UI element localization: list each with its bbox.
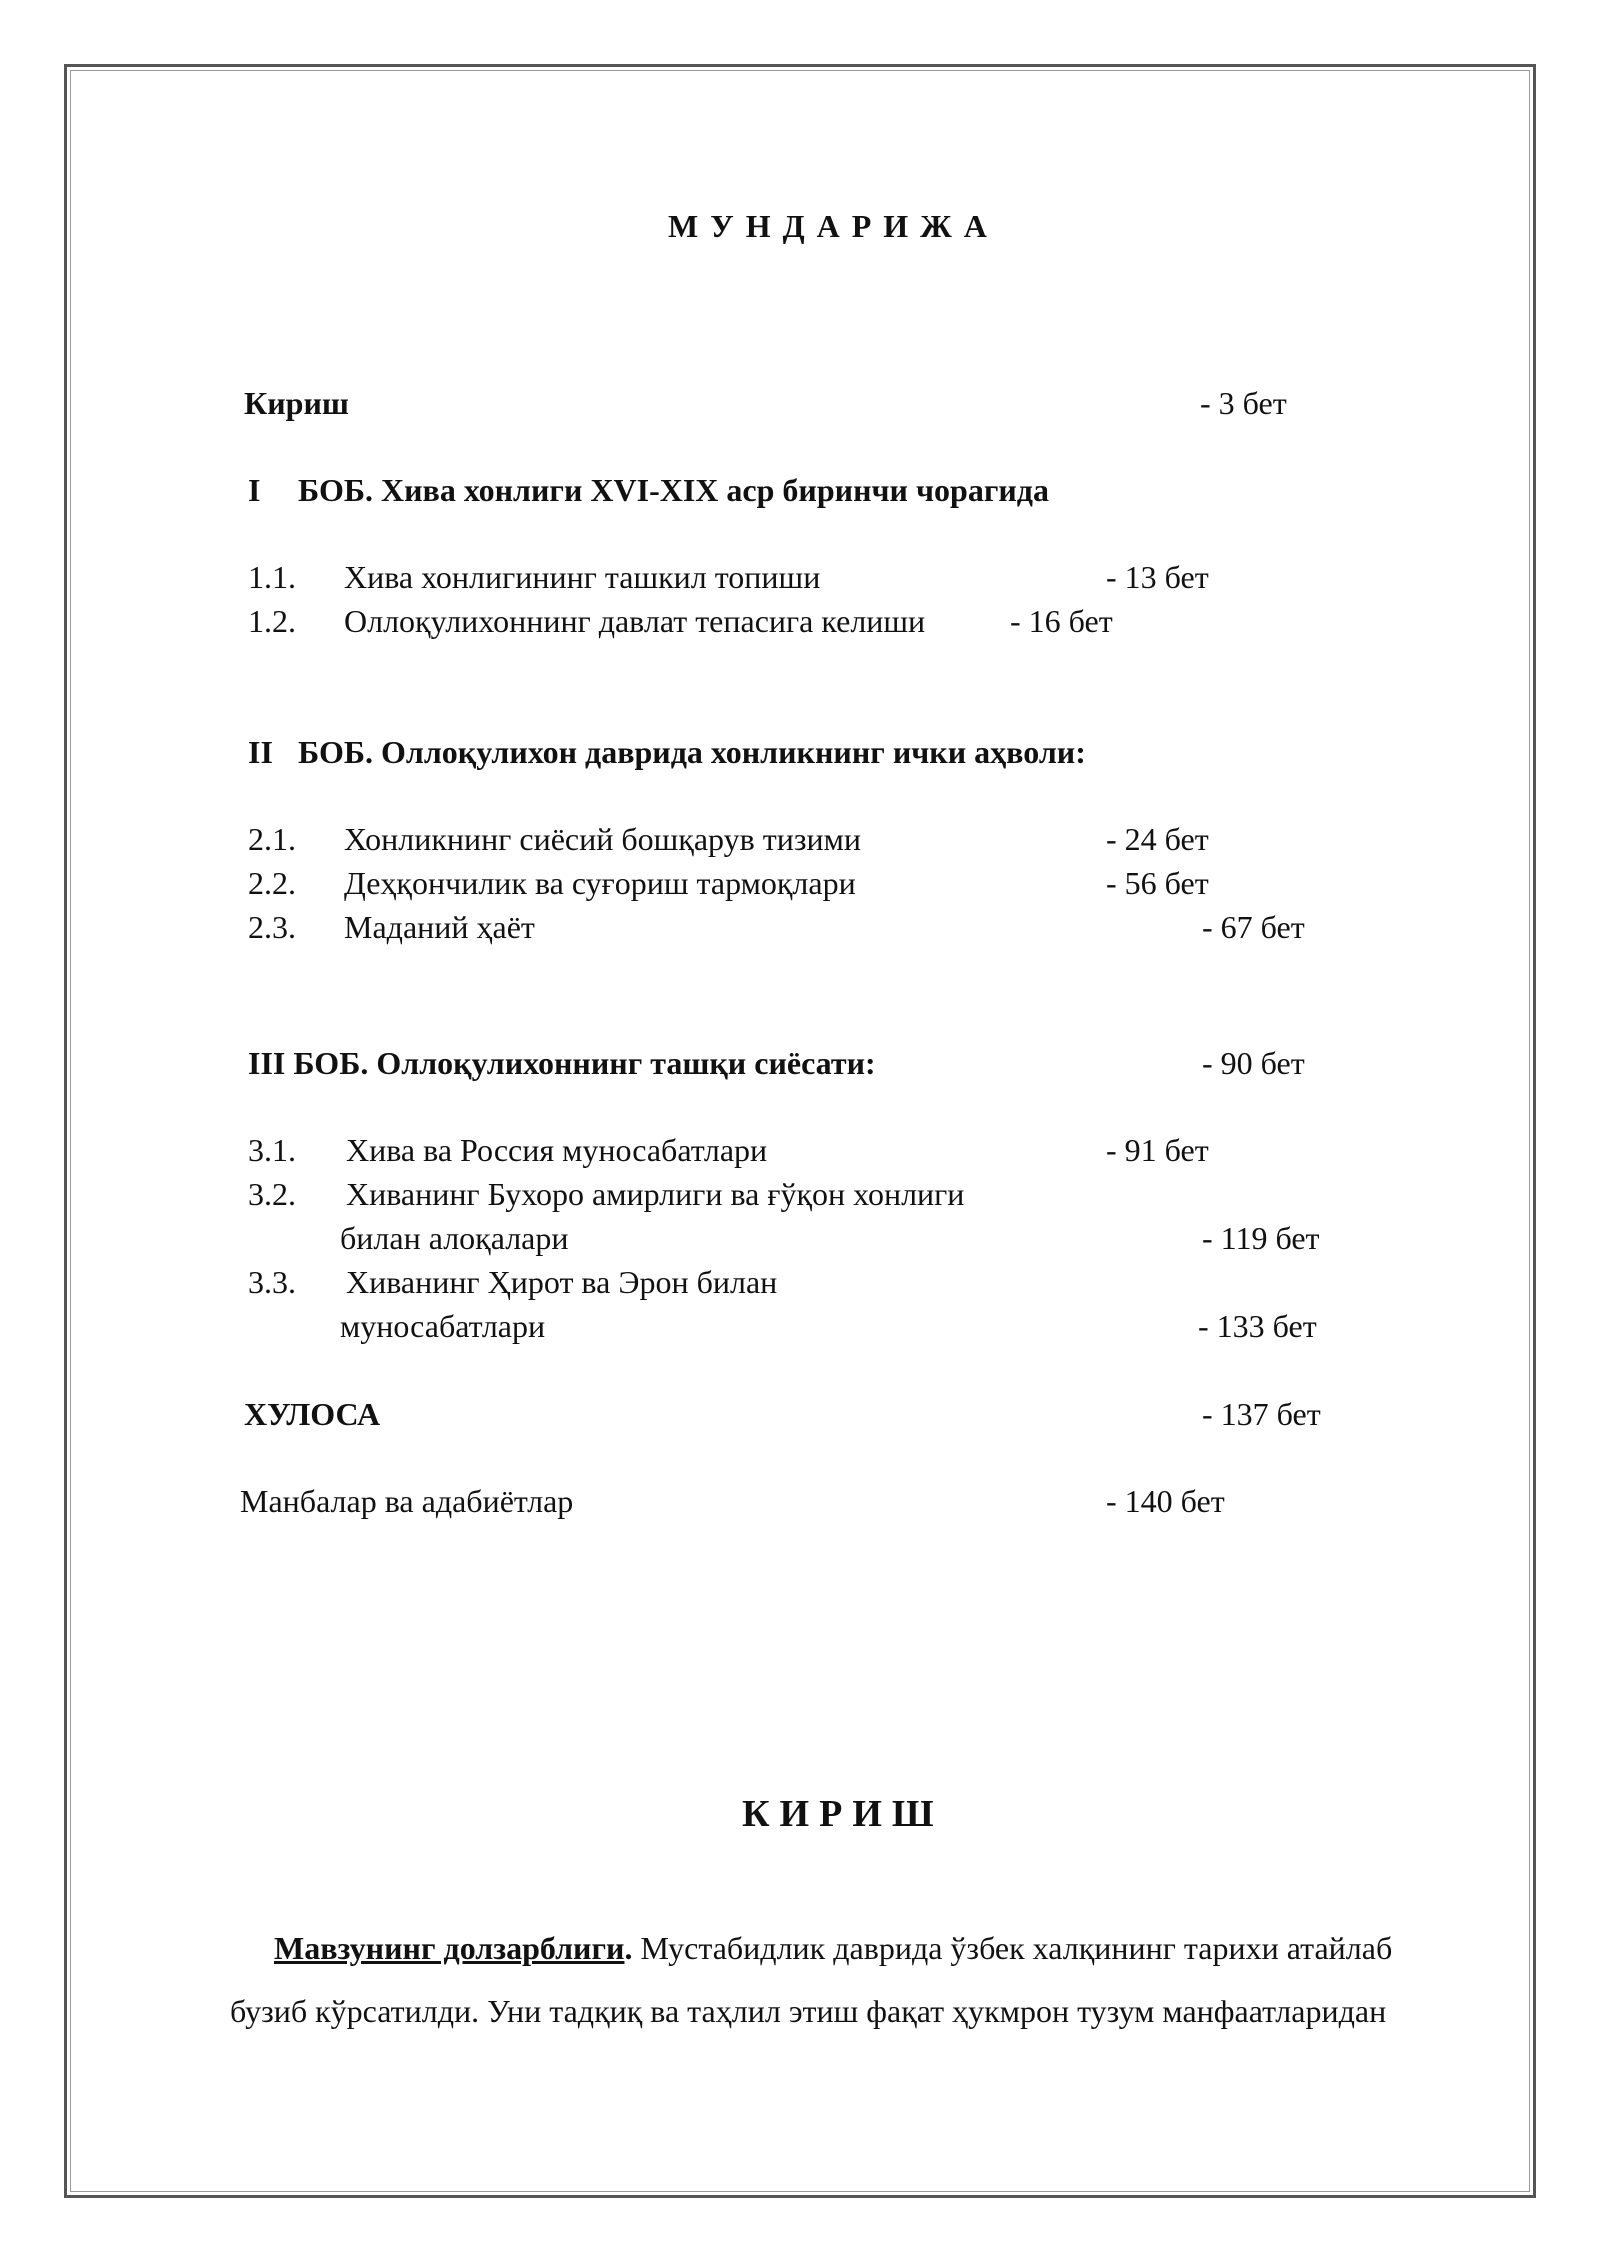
- intro-lead-phrase: Мавзунинг долзарблиги: [274, 1930, 625, 1966]
- intro-section-title: КИРИШ: [742, 1793, 944, 1835]
- toc-conclusion-label: ХУЛОСА: [244, 1396, 381, 1432]
- toc-item-num: 3.3.: [248, 1264, 296, 1300]
- toc-item-num: 1.1.: [248, 559, 296, 595]
- toc-item-text: Хива хонлигининг ташкил топиши: [344, 559, 821, 595]
- chapter3-page: - 90 бет: [1202, 1045, 1305, 1081]
- toc-item-page: - 16 бет: [1010, 603, 1113, 639]
- toc-item-text: Хонликнинг сиёсий бошқарув тизими: [344, 821, 861, 857]
- toc-title: МУНДАРИЖА: [668, 208, 999, 244]
- toc-intro-page: - 3 бет: [1200, 385, 1287, 421]
- toc-item-page: - 91 бет: [1106, 1132, 1209, 1168]
- toc-item-num: 3.1.: [248, 1132, 296, 1168]
- toc-item-text-cont: муносабатлари: [340, 1308, 546, 1344]
- intro-line1-text: Мустабидлик даврида ўзбек халқининг тарихи атайлаб: [632, 1930, 1393, 1966]
- toc-item-text: Оллоқулихоннинг давлат тепасига келиши: [344, 603, 926, 639]
- toc-item-page: - 56 бет: [1106, 865, 1209, 901]
- toc-conclusion-page: - 137 бет: [1202, 1396, 1321, 1432]
- toc-item-text: Хиванинг Ҳирот ва Эрон билан: [346, 1264, 778, 1300]
- toc-item-text: Деҳқончилик ва суғориш тармоқлари: [344, 865, 856, 901]
- toc-item-num: 1.2.: [248, 603, 296, 639]
- toc-item-text: Маданий ҳаёт: [344, 909, 535, 945]
- chapter2-num: II: [248, 734, 273, 770]
- toc-sources-page: - 140 бет: [1106, 1483, 1225, 1519]
- toc-item-page: - 133 бет: [1198, 1308, 1317, 1344]
- intro-paragraph-line2: бузиб кўрсатилди. Уни тадқиқ ва таҳлил этиш фақат ҳукмрон тузум манфаатларидан: [230, 1993, 1387, 2029]
- toc-item-page: - 119 бет: [1202, 1220, 1320, 1256]
- chapter1-num: I: [248, 472, 261, 508]
- toc-item-num: 3.2.: [248, 1176, 296, 1212]
- toc-item-text-cont: билан алоқалари: [340, 1220, 569, 1256]
- chapter3-title: III БОБ. Оллоқулихоннинг ташқи сиёсати:: [248, 1045, 876, 1081]
- toc-item-text: Хива ва Россия муносабатлари: [346, 1132, 768, 1168]
- toc-intro-label: Кириш: [244, 385, 349, 421]
- toc-item-num: 2.3.: [248, 909, 296, 945]
- intro-lead-dot: .: [624, 1930, 633, 1966]
- toc-sources-label: Манбалар ва адабиётлар: [240, 1483, 574, 1519]
- toc-item-num: 2.2.: [248, 865, 296, 901]
- toc-item-page: - 67 бет: [1202, 909, 1305, 945]
- chapter1-title: БОБ. Хива хонлиги XVI-XIX аср биринчи чорагида: [298, 472, 1049, 508]
- intro-paragraph-line1: [274, 1930, 1392, 1967]
- toc-item-text: Хиванинг Бухоро амирлиги ва ғўқон хонлиги: [346, 1176, 965, 1212]
- toc-item-page: - 13 бет: [1106, 559, 1209, 595]
- chapter2-title: БОБ. Оллоқулихон даврида хонликнинг ички аҳволи:: [298, 734, 1086, 770]
- toc-item-page: - 24 бет: [1106, 821, 1209, 857]
- toc-item-num: 2.1.: [248, 821, 296, 857]
